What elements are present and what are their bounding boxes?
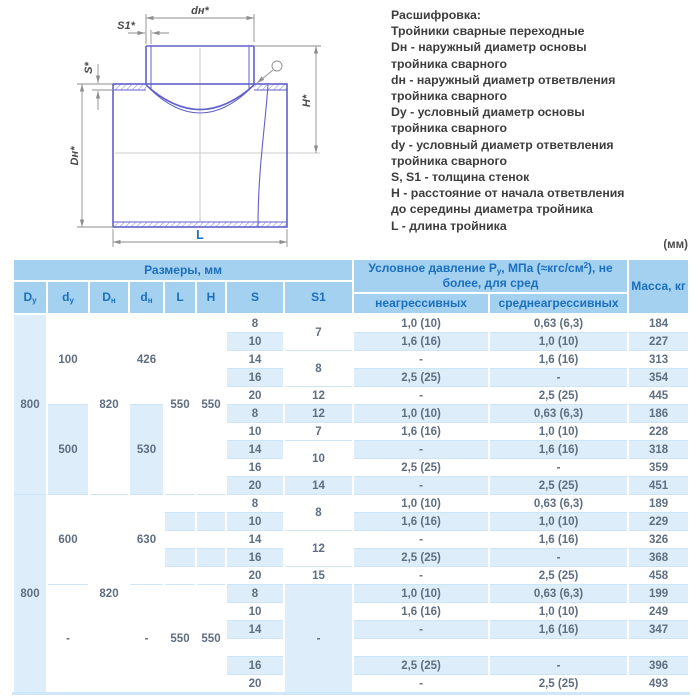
table-cell (489, 639, 628, 657)
table-cell: 0,63 (6,3) (489, 314, 628, 333)
table-cell: 1,0 (10) (353, 495, 489, 513)
table-cell: - (353, 675, 489, 694)
column-header: $D_н$ (89, 281, 129, 314)
column-header: Масса, кг (628, 259, 689, 314)
table-cell (164, 549, 196, 567)
table-cell: 0,63 (6,3) (489, 495, 628, 513)
table-cell: 550 (196, 314, 226, 495)
table-cell (164, 567, 196, 585)
table-cell: - (353, 387, 489, 405)
table-cell: - (489, 549, 628, 567)
table-cell: - (47, 585, 89, 694)
table-cell: 2,5 (25) (353, 369, 489, 387)
column-header: $d_у$ (47, 281, 89, 314)
legend-line: тройника сварного (391, 56, 507, 71)
table-cell: 1,6 (16) (489, 351, 628, 369)
table-cell: 347 (628, 621, 689, 639)
table-cell: 189 (628, 495, 689, 513)
column-header: среднеагрессивных (489, 293, 628, 314)
legend-line: Dн - наружный диаметр основы (391, 40, 587, 55)
table-cell: 0,63 (6,3) (489, 405, 628, 423)
dim-label-s1: S1* (117, 20, 135, 32)
table-cell: - (353, 441, 489, 459)
table-cell: 2,5 (25) (489, 477, 628, 495)
table-cell: 100 (47, 314, 89, 405)
table-cell: 1,0 (10) (353, 585, 489, 603)
table-cell (226, 639, 284, 657)
table-cell: 14 (284, 477, 353, 495)
table-cell: 2,5 (25) (489, 567, 628, 585)
table-cell: 458 (628, 567, 689, 585)
table-cell: 20 (226, 567, 284, 585)
dim-label-l: L (196, 228, 204, 242)
column-header: неагрессивных (353, 293, 489, 314)
table-cell: - (353, 477, 489, 495)
table-cell: 396 (628, 657, 689, 675)
table-cell (164, 531, 196, 549)
table-cell: 500 (47, 405, 89, 495)
table-cell: 2,5 (25) (353, 549, 489, 567)
table-cell: 16 (226, 459, 284, 477)
table-cell: 12 (284, 531, 353, 567)
table-cell: 493 (628, 675, 689, 694)
table-cell: 368 (628, 549, 689, 567)
table-cell: 10 (226, 513, 284, 531)
table-cell: 228 (628, 423, 689, 441)
table-cell: 800 (13, 495, 47, 694)
table-cell: 8 (226, 585, 284, 603)
table-cell: - (489, 459, 628, 477)
legend-line: Тройники сварные переходные (391, 24, 585, 39)
legend-line: тройника сварного (391, 121, 507, 136)
table-cell: 2,5 (25) (353, 657, 489, 675)
column-header: S (226, 281, 284, 314)
table-cell (196, 531, 226, 549)
table-cell: - (489, 369, 628, 387)
table-cell: 1,6 (16) (489, 621, 628, 639)
table-cell: 8 (284, 351, 353, 387)
table-cell: 7 (284, 314, 353, 351)
table-cell: 15 (284, 567, 353, 585)
table-cell: 8 (226, 314, 284, 333)
table-cell: 1,6 (16) (353, 513, 489, 531)
table-cell (353, 639, 489, 657)
table-cell: 14 (226, 441, 284, 459)
legend-line: dу - условный диаметр ответвления (391, 137, 614, 152)
table-cell: - (353, 351, 489, 369)
table-cell: 550 (164, 585, 196, 694)
table-cell: 1,0 (10) (489, 603, 628, 621)
technical-drawing (14, 4, 386, 256)
table-cell: 227 (628, 333, 689, 351)
table-cell (196, 513, 226, 531)
table-cell: 16 (226, 657, 284, 675)
legend-line: L - длина тройника (391, 218, 507, 233)
table-cell: 8 (226, 495, 284, 513)
table-cell: 199 (628, 585, 689, 603)
table-cell (196, 549, 226, 567)
table-cell: 20 (226, 477, 284, 495)
dim-label-s: S* (83, 62, 95, 74)
table-cell: 14 (226, 351, 284, 369)
table-cell: 10 (226, 333, 284, 351)
table-cell: 1,6 (16) (489, 531, 628, 549)
table-cell: 184 (628, 314, 689, 333)
table-cell: 326 (628, 531, 689, 549)
table-cell: 186 (628, 405, 689, 423)
table-cell: 7 (284, 423, 353, 441)
table-cell: 550 (196, 585, 226, 694)
table-cell: - (129, 585, 164, 694)
table-cell: 16 (226, 549, 284, 567)
column-header: Условное давление $P_у$, МПа $(\approx кгс/см^2)$, не более, для сред (353, 259, 628, 293)
column-header: L (164, 281, 196, 314)
table-cell: 318 (628, 441, 689, 459)
dim-label-h: H* (301, 94, 313, 108)
column-header: $D_у$ (13, 281, 47, 314)
legend-line: dн - наружный диаметр ответвления (391, 72, 616, 87)
table-cell: 530 (129, 405, 164, 495)
table-cell: 14 (226, 621, 284, 639)
units-note: (мм) (663, 239, 688, 251)
table-cell: 2,5 (25) (353, 459, 489, 477)
table-cell: 0,63 (6,3) (489, 585, 628, 603)
dim-label-dn: dн* (191, 5, 209, 17)
table-cell (628, 639, 689, 657)
table-cell: - (284, 585, 353, 694)
table-cell: 1,6 (16) (353, 423, 489, 441)
table-cell: 2,5 (25) (489, 675, 628, 694)
table-cell: 1,0 (10) (489, 423, 628, 441)
table-cell (164, 495, 196, 513)
table-cell (196, 495, 226, 513)
column-header: H (196, 281, 226, 314)
table-cell: 8 (226, 405, 284, 423)
table-cell: 1,0 (10) (489, 333, 628, 351)
table-cell: 1,0 (10) (353, 405, 489, 423)
legend-line: S, S1 - толщина стенок (391, 170, 530, 185)
table-cell: 20 (226, 387, 284, 405)
table-cell: 1,0 (10) (353, 314, 489, 333)
legend-line: H - расстояние от начала ответвления (391, 186, 625, 201)
table-cell: 14 (226, 531, 284, 549)
legend-line: Расшифровка: (391, 8, 481, 22)
specs-table (12, 258, 690, 695)
table-cell: - (353, 531, 489, 549)
table-cell: - (353, 567, 489, 585)
table-cell: 800 (13, 314, 47, 495)
table-cell (196, 567, 226, 585)
table-cell: 359 (628, 459, 689, 477)
table-cell: 820 (89, 314, 129, 495)
legend-line: тройника сварного (391, 89, 507, 104)
table-cell (164, 513, 196, 531)
table-cell: 630 (129, 495, 164, 585)
legend-line: до середины диаметра тройника (391, 202, 593, 217)
table-cell: 1,6 (16) (353, 603, 489, 621)
table-cell: 1,6 (16) (489, 441, 628, 459)
table-cell: 20 (226, 675, 284, 694)
table-cell: 12 (284, 405, 353, 423)
table-cell: - (489, 657, 628, 675)
table-cell: 820 (89, 495, 129, 694)
table-cell: 600 (47, 495, 89, 585)
table-cell: 10 (284, 441, 353, 477)
table-cell: 8 (284, 495, 353, 531)
table-cell: 1,0 (10) (489, 513, 628, 531)
column-header: $d_н$ (129, 281, 164, 314)
table-cell: 12 (284, 387, 353, 405)
legend (391, 7, 697, 234)
table-cell: 426 (129, 314, 164, 405)
table-cell: 550 (164, 314, 196, 495)
table-cell: 445 (628, 387, 689, 405)
table-cell: 10 (226, 603, 284, 621)
table-cell: 249 (628, 603, 689, 621)
table-cell: 451 (628, 477, 689, 495)
legend-line: тройника сварного (391, 153, 507, 168)
table-cell: 229 (628, 513, 689, 531)
column-header: S1 (284, 281, 353, 314)
table-cell: 313 (628, 351, 689, 369)
table-cell: 1,6 (16) (353, 333, 489, 351)
dim-label-Dn: Dн* (69, 146, 81, 166)
table-cell: 354 (628, 369, 689, 387)
table-cell: 10 (226, 423, 284, 441)
legend-line: Dу - условный диаметр основы (391, 105, 585, 120)
table-cell: 16 (226, 369, 284, 387)
table-cell: - (353, 621, 489, 639)
table-cell: 2,5 (25) (489, 387, 628, 405)
column-header: Размеры, мм (13, 259, 353, 281)
